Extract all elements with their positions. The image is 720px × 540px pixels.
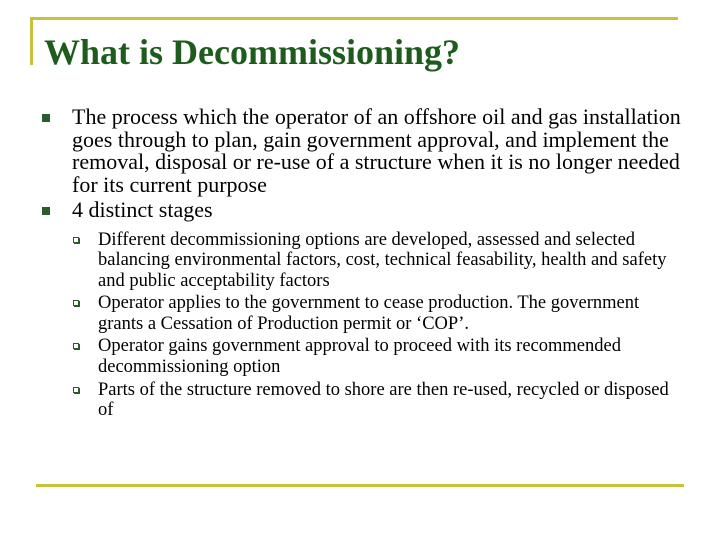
slide-body [42,106,682,423]
bullet-text: 4 distinct stages [72,197,213,222]
hollow-square-bullet-icon [73,300,79,306]
frame-bottom-line [36,484,684,487]
sub-bullet-item [42,336,682,377]
hollow-square-bullet-icon [73,237,79,243]
sub-bullet-text: Different decommissioning options are developed, assessed and selected balancing environmental factors, cost, technical feasability, health and safety and public acceptability factors [98,229,667,291]
sub-bullet-text: Parts of the structure removed to shore are then re-used, recycled or disposed of [98,379,669,421]
filled-square-bullet-icon [42,114,50,122]
sub-bullet-item [42,293,682,334]
frame-top-line [30,17,678,20]
filled-square-bullet-icon [42,207,50,215]
sub-bullet-text: Operator gains government approval to proceed with its recommended decommissioning option [98,336,621,378]
frame-left-line [30,17,33,65]
hollow-square-bullet-icon [73,343,79,349]
bullet-text: The process which the operator of an offshore oil and gas installation goes through to plan, gain government approval, and implement the removal, disposal or re-use of a structure when it is no longer needed for its current purpose [72,104,681,197]
sub-bullet-item [42,380,682,421]
bullet-item-stages [42,199,682,222]
sub-bullet-item [42,230,682,292]
hollow-square-bullet-icon [73,387,79,393]
slide-title: What is Decommissioning? [44,32,461,72]
bullet-item-definition [42,106,682,196]
sub-bullet-text: Operator applies to the government to cease production. The government grants a Cessation of Production permit or ‘COP’. [98,293,640,334]
sub-bullet-list [42,230,682,421]
